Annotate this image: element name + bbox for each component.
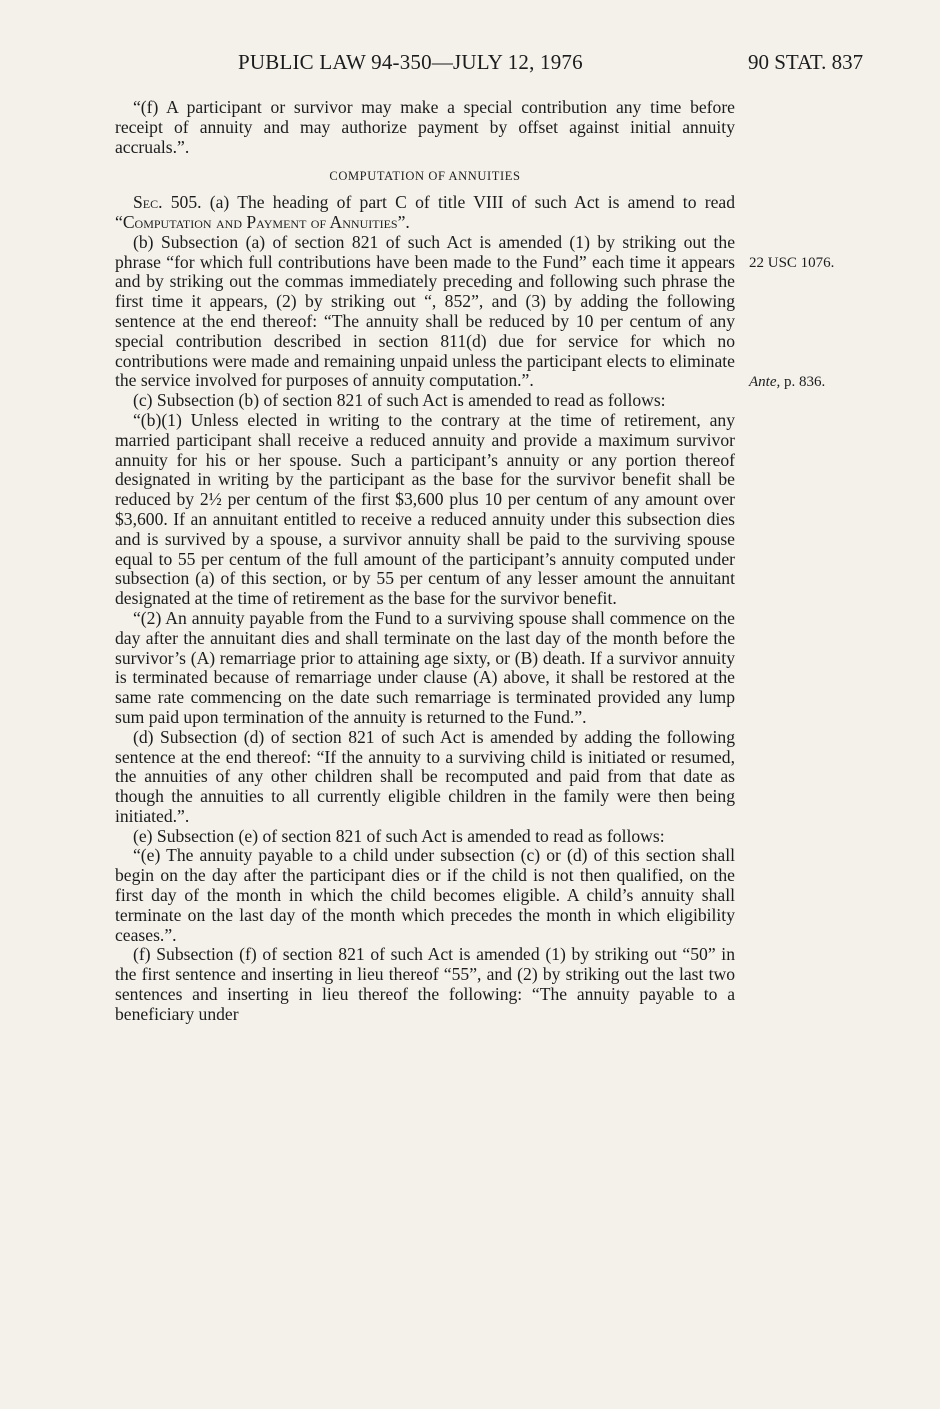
paragraph-special-contribution: “(f) A participant or survivor may make a special contribution any time before receipt of annuity and may authorize payment by offset against initial annuity accruals.”. [115,97,735,157]
ante-page: p. 836. [780,374,826,390]
paragraph-e: (e) Subsection (e) of section 821 of such Act is amended to read as follows: [133,825,665,846]
paragraph-sec-505-a [115,193,735,233]
sec-505-a-end: ”. [397,211,410,232]
statute-page-number: 90 STAT. 837 [748,50,864,74]
paragraph-c: (c) Subsection (b) of section 821 of such Act is amended to read as follows: [133,390,666,411]
paragraph-b2-quote: “(2) An annuity payable from the Fund to a surviving spouse shall commence on the day after the annuitant dies and shall terminate on the last day of the month before the survivor’s (A) remarriage prior to attaining age sixty, or (B) death. If a survivor annuity is terminated because of remarriage under clause (A) above, it shall be restored at the same rate commencing on the date such remarriage is terminated provided any lump sum paid upon termination of the annuity is returned to the Fund.”. [115,607,735,727]
sec-505-a-title: Computation and Payment of Annuities [122,211,398,232]
statute-body [115,98,735,1025]
paragraph-f: (f) Subsection (f) of section 821 of such Act is amended (1) by striking out “50” in the first sentence and inserting in lieu thereof “55”, and (2) by striking out the last two sentences and inserting in lieu thereof the following: “The annuity payable to a beneficiary under [115,944,735,1024]
paragraph-b1-quote: “(b)(1) Unless elected in writing to the contrary at the time of retirement, any married participant shall receive a reduced annuity and provide a maximum survivor annuity for his or her spouse. Such a participant’s annuity or any portion thereof designated in writing by the participant as the base for the survivor benefit shall be reduced by 2½ per centum of the first $3,600 plus 10 per centum of any amount over $3,600. If an annuitant entitled to receive a reduced annuity under this subsection dies and is survived by a spouse, a survivor annuity shall be paid to the surviving spouse equal to 55 per centum of the full amount of the participant’s annuity computed under subsection (a) of this section, or by 55 per centum of any lesser amount the annuitant designated at the time of retirement as the base for the survivor benefit. [115,409,735,609]
sec-505-a-text: 505. (a) The heading of part C of title VIII of such Act is amend to read “ [115,192,735,232]
section-heading: COMPUTATION OF ANNUITIES [329,169,521,184]
ante-word: Ante, [749,374,781,390]
margin-note-ante-reference [749,374,825,391]
paragraph-e-quote: “(e) The annuity payable to a child under subsection (c) or (d) of this section shall begin on the day after the participant dies or if the child is not then qualified, on the first day of the month in which the child becomes eligible. A child’s annuity shall terminate on the last day of the month which precedes the month in which eligibility ceases.”. [115,845,735,945]
margin-note-usc-citation: 22 USC 1076. [749,255,835,271]
sec-label: Sec. [133,192,163,213]
paragraph-d: (d) Subsection (d) of section 821 of such Act is amended by adding the following sentence at the end thereof: “If the annuity to a surviving child is initiated or resumed, the annuities of any other children shall be recomputed and paid from that date as though the annuities to all currently eligible children in the family were then being initiated.”. [115,726,735,826]
running-header-title: PUBLIC LAW 94-350—JULY 12, 1976 [238,50,583,74]
paragraph-b: (b) Subsection (a) of section 821 of such Act is amended (1) by striking out the phrase “for which full contributions have been made to the Fund” each time it appears and by striking out the commas immediately preceding and following such phrase the first time it appears, (2) by striking out “, 852”, and (3) by adding the following sentence at the end thereof: “The annuity shall be reduced by 10 per centum of any special contribution described in section 811(d) due for service for which no contributions were made and remaining unpaid unless the participant elects to eliminate the service involved for purposes of annuity computation.”. [115,231,735,391]
